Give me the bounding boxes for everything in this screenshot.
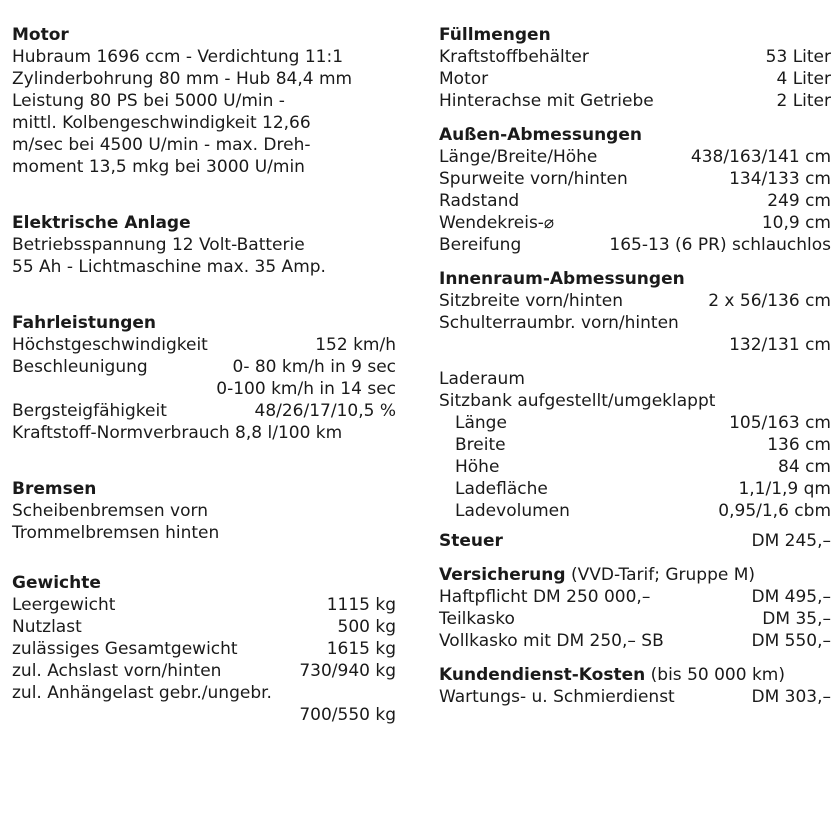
laderaum-subtitle: Sitzbank aufgestellt/umgeklappt bbox=[439, 391, 716, 411]
motor-line: m/sec bei 4500 U/min - max. Dreh- bbox=[12, 135, 311, 155]
section-title: Elektrische Anlage bbox=[12, 213, 191, 233]
spec-label: Wendekreis-⌀ bbox=[439, 213, 555, 233]
section-fahrleistungen bbox=[12, 312, 396, 444]
spec-value: 132/131 cm bbox=[729, 335, 831, 355]
section-versicherung bbox=[439, 564, 831, 652]
spec-row bbox=[439, 46, 831, 68]
spec-row bbox=[439, 146, 831, 168]
spec-value: DM 550,– bbox=[751, 631, 831, 651]
spec-value: 4 Liter bbox=[776, 69, 831, 89]
spec-label: Ladefläche bbox=[455, 479, 548, 499]
section-motor bbox=[12, 24, 396, 178]
spec-row bbox=[12, 660, 396, 682]
spec-label: Ladevolumen bbox=[455, 501, 570, 521]
bremsen-line: Trommelbremsen hinten bbox=[12, 523, 220, 543]
spec-label: Nutzlast bbox=[12, 617, 82, 637]
spec-row bbox=[439, 234, 831, 256]
spec-label: Spurweite vorn/hinten bbox=[439, 169, 628, 189]
spec-row bbox=[439, 500, 831, 522]
section-gewichte bbox=[12, 572, 396, 726]
spec-value: 438/163/141 cm bbox=[690, 147, 831, 167]
spec-label: Höchstgeschwindigkeit bbox=[12, 335, 208, 355]
spec-label: Radstand bbox=[439, 191, 520, 211]
spec-value: 48/26/17/10,5 % bbox=[254, 401, 396, 421]
spec-label: Teilkasko bbox=[439, 609, 515, 629]
spec-label: Bergsteigfähigkeit bbox=[12, 401, 167, 421]
spec-row bbox=[439, 412, 831, 434]
spec-value: DM 35,– bbox=[762, 609, 831, 629]
spec-label: Vollkasko mit DM 250,– SB bbox=[439, 631, 664, 651]
spec-row bbox=[439, 686, 831, 708]
section-title: Kundendienst-Kosten bbox=[439, 665, 646, 685]
spec-row bbox=[12, 334, 396, 356]
spec-row bbox=[12, 638, 396, 660]
spec-label: Wartungs- u. Schmierdienst bbox=[439, 687, 675, 707]
verbrauch-line: Kraftstoff-Normverbrauch 8,8 l/100 km bbox=[12, 423, 343, 443]
spec-value: 1115 kg bbox=[326, 595, 396, 615]
section-bremsen bbox=[12, 478, 396, 544]
spec-value: 84 cm bbox=[778, 457, 831, 477]
section-innen bbox=[439, 268, 831, 356]
section-title: Bremsen bbox=[12, 479, 97, 499]
spec-row bbox=[12, 356, 396, 378]
spec-label: Hinterachse mit Getriebe bbox=[439, 91, 654, 111]
spec-label: Beschleunigung bbox=[12, 357, 148, 377]
left-column bbox=[12, 24, 396, 726]
spec-value: 105/163 cm bbox=[729, 413, 831, 433]
section-title: Außen-Abmessungen bbox=[439, 125, 642, 145]
spec-value: 500 kg bbox=[337, 617, 396, 637]
section-steuer bbox=[439, 530, 831, 552]
spec-row bbox=[12, 594, 396, 616]
motor-line: Zylinderbohrung 80 mm - Hub 84,4 mm bbox=[12, 69, 353, 89]
spec-value: 730/940 kg bbox=[299, 661, 396, 681]
spec-row bbox=[12, 400, 396, 422]
spec-row bbox=[439, 630, 831, 652]
motor-line: Leistung 80 PS bei 5000 U/min - bbox=[12, 91, 285, 111]
spec-value: 0- 80 km/h in 9 sec bbox=[232, 357, 396, 377]
section-elektrik bbox=[12, 212, 396, 278]
spec-value: 165-13 (6 PR) schlauchlos bbox=[609, 235, 831, 255]
section-note: (VVD-Tarif; Gruppe M) bbox=[570, 565, 756, 585]
section-fuellmengen bbox=[439, 24, 831, 112]
spec-label: Breite bbox=[455, 435, 506, 455]
spec-row bbox=[439, 434, 831, 456]
spec-label: zulässiges Gesamtgewicht bbox=[12, 639, 238, 659]
spec-value: 2 x 56/136 cm bbox=[708, 291, 831, 311]
motor-line: Hubraum 1696 ccm - Verdichtung 11:1 bbox=[12, 47, 344, 67]
laderaum-title: Laderaum bbox=[439, 369, 525, 389]
spec-value: 249 cm bbox=[767, 191, 831, 211]
section-title: Fahrleistungen bbox=[12, 313, 157, 333]
spec-value: 1,1/1,9 qm bbox=[738, 479, 831, 499]
spec-row bbox=[439, 586, 831, 608]
section-laderaum bbox=[439, 368, 831, 522]
spec-row bbox=[439, 68, 831, 90]
spec-row bbox=[439, 608, 831, 630]
spec-value: DM 245,– bbox=[751, 531, 831, 551]
section-note: (bis 50 000 km) bbox=[650, 665, 785, 685]
spec-value: 152 km/h bbox=[315, 335, 396, 355]
section-title: Innenraum-Abmessungen bbox=[439, 269, 685, 289]
spec-value: 10,9 cm bbox=[761, 213, 831, 233]
motor-line: moment 13,5 mkg bei 3000 U/min bbox=[12, 157, 305, 177]
section-title: Füllmengen bbox=[439, 25, 551, 45]
spec-label: Motor bbox=[439, 69, 489, 89]
spec-label: Bereifung bbox=[439, 235, 522, 255]
spec-value: DM 495,– bbox=[751, 587, 831, 607]
spec-row bbox=[439, 190, 831, 212]
motor-line: mittl. Kolbengeschwindigkeit 12,66 bbox=[12, 113, 311, 133]
spec-value: 134/133 cm bbox=[729, 169, 831, 189]
elektrik-line: 55 Ah - Lichtmaschine max. 35 Amp. bbox=[12, 257, 326, 277]
section-aussen bbox=[439, 124, 831, 256]
spec-row bbox=[439, 478, 831, 500]
section-title: Versicherung bbox=[439, 565, 566, 585]
section-title: Gewichte bbox=[12, 573, 101, 593]
spec-row bbox=[12, 616, 396, 638]
spec-label: zul. Achslast vorn/hinten bbox=[12, 661, 222, 681]
spec-label: Länge bbox=[455, 413, 507, 433]
spec-value: 0,95/1,6 cbm bbox=[718, 501, 831, 521]
spec-row bbox=[439, 290, 831, 312]
spec-row bbox=[439, 168, 831, 190]
elektrik-line: Betriebsspannung 12 Volt-Batterie bbox=[12, 235, 305, 255]
spec-label: Kraftstoffbehälter bbox=[439, 47, 589, 67]
spec-value: 2 Liter bbox=[776, 91, 831, 111]
spec-label: Höhe bbox=[455, 457, 500, 477]
spec-row bbox=[439, 456, 831, 478]
kundendienst-heading bbox=[439, 664, 831, 686]
spec-value: 53 Liter bbox=[765, 47, 831, 67]
right-column bbox=[439, 24, 831, 708]
bremsen-line: Scheibenbremsen vorn bbox=[12, 501, 208, 521]
spec-row bbox=[439, 90, 831, 112]
spec-label: Leergewicht bbox=[12, 595, 116, 615]
section-kundendienst bbox=[439, 664, 831, 708]
spec-label: Haftpflicht DM 250 000,– bbox=[439, 587, 651, 607]
spec-value: 0-100 km/h in 14 sec bbox=[216, 379, 396, 399]
spec-value: DM 303,– bbox=[751, 687, 831, 707]
section-title: Steuer bbox=[439, 531, 503, 551]
spec-label: zul. Anhängelast gebr./ungebr. bbox=[12, 683, 272, 703]
spec-row bbox=[439, 212, 831, 234]
spec-value: 136 cm bbox=[767, 435, 831, 455]
spec-label: Schulterraumbr. vorn/hinten bbox=[439, 313, 679, 333]
versicherung-heading bbox=[439, 564, 831, 586]
spec-label: Länge/Breite/Höhe bbox=[439, 147, 598, 167]
spec-value: 1615 kg bbox=[326, 639, 396, 659]
spec-value: 700/550 kg bbox=[299, 705, 396, 725]
section-title: Motor bbox=[12, 25, 69, 45]
spec-label: Sitzbreite vorn/hinten bbox=[439, 291, 624, 311]
